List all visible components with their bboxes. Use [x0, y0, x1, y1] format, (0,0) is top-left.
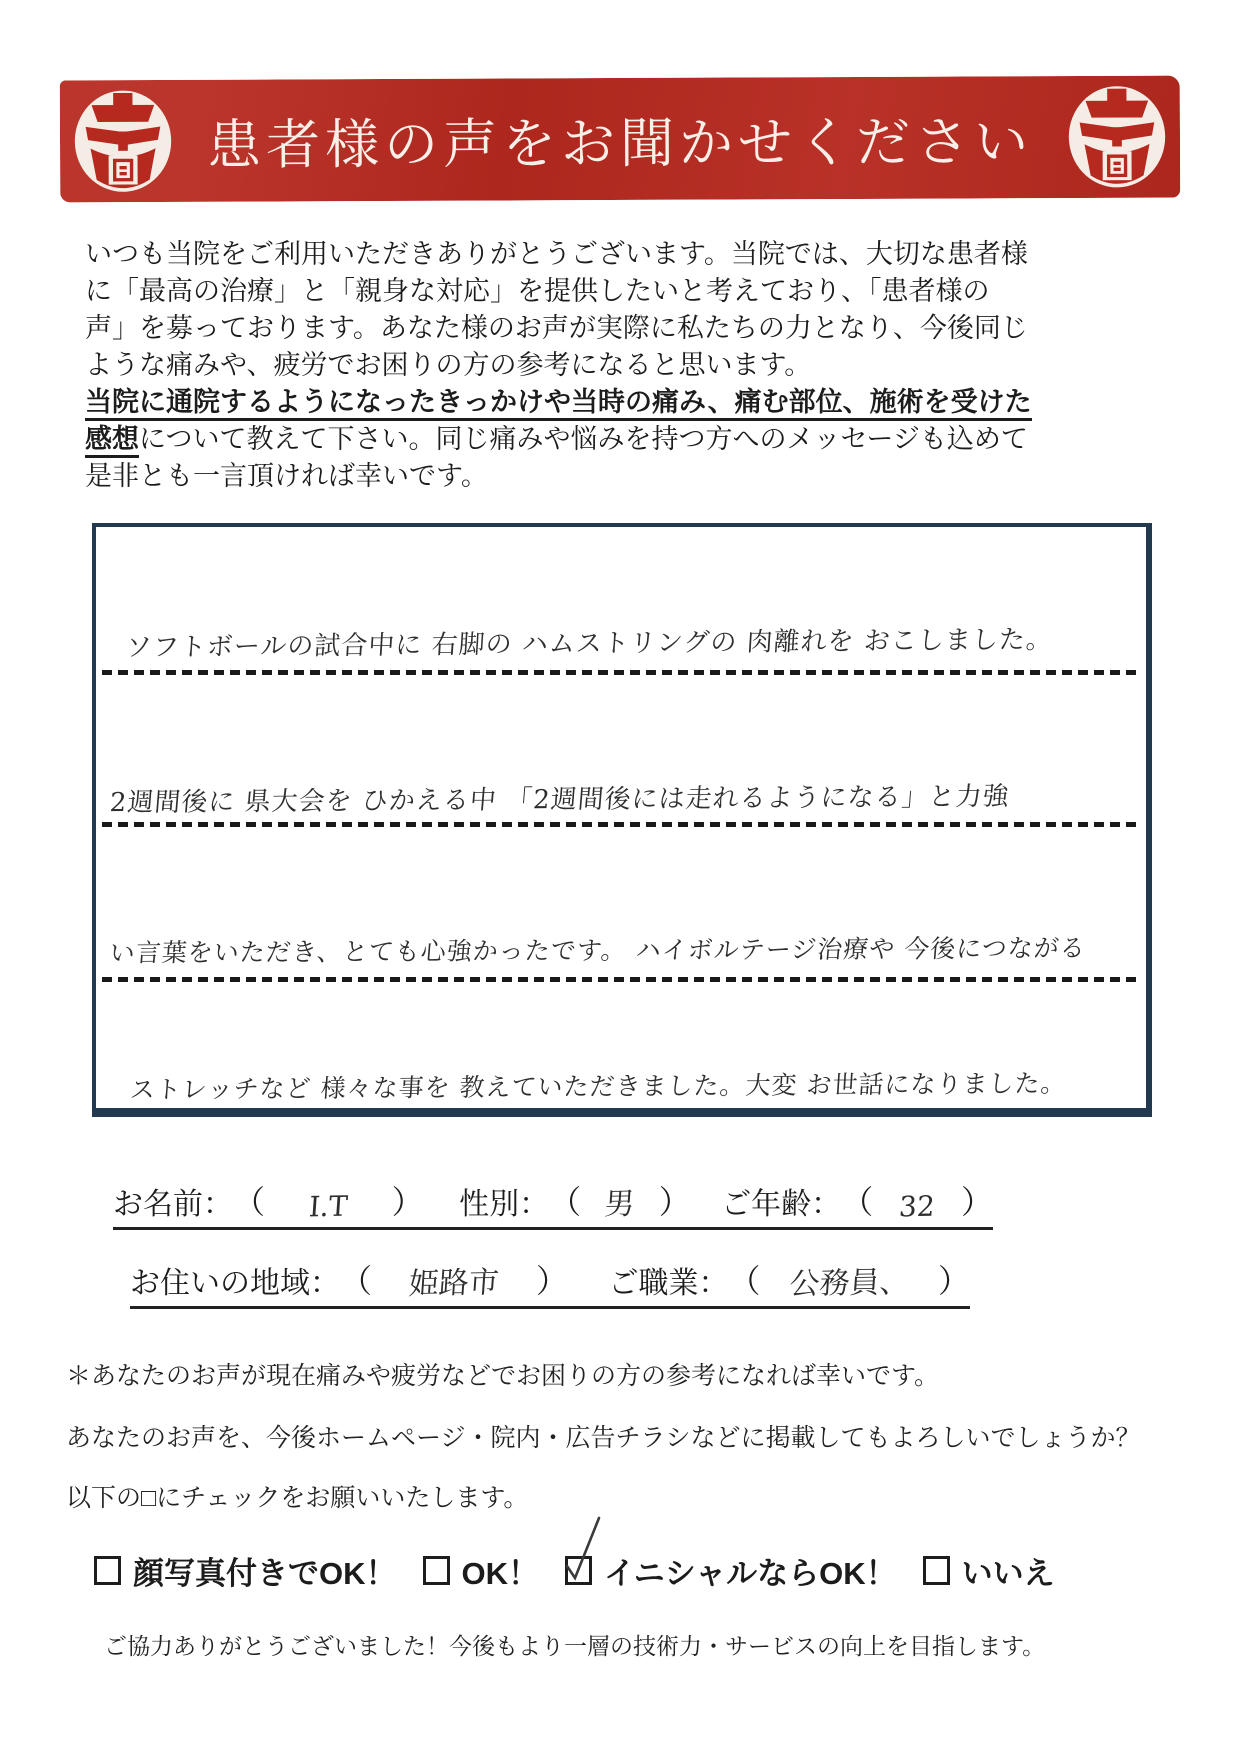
intro-line: に「最高の治療」と「親身な対応」を提供したいと考えており、「患者様の — [85, 276, 990, 306]
emphasized-text: 当院に通院するようになったきっかけや当時の痛み、痛む部位、施術を受けた — [85, 387, 1032, 421]
feedback-writing-area[interactable] — [92, 523, 1152, 1117]
intro-text: について教えて下さい。同じ痛みや悩みを持つ方へのメッセージも込めて — [139, 424, 1028, 454]
intro-line: 是非とも一言頂ければ幸いです。 — [85, 461, 488, 491]
name-value[interactable]: I.T — [307, 1189, 349, 1224]
checkbox-label: いいえ — [961, 1556, 1055, 1591]
checkbox-label: OK！ — [461, 1556, 539, 1591]
handwritten-line-1: ソフトボールの試合中に 右脚の ハムストリングの 肉離れを おこしました。 — [124, 624, 1054, 664]
close-paren: ） — [535, 1263, 568, 1299]
open-paren: （ — [340, 1263, 373, 1299]
consent-option-initials-ok[interactable] — [565, 1548, 897, 1593]
checkbox[interactable] — [94, 1556, 121, 1585]
gender-value[interactable]: 男 — [603, 1186, 636, 1223]
area-label: お住いの地域： — [130, 1267, 340, 1300]
checkbox-label: イニシャルならOK！ — [604, 1556, 897, 1591]
name-label: お名前： — [113, 1188, 233, 1221]
intro-line — [85, 421, 1165, 458]
thanks-message: ご協力ありがとうございました！今後もより一層の技術力・サービスの向上を目指します。 — [104, 1633, 1046, 1659]
consent-option-no[interactable] — [923, 1548, 1055, 1593]
handwritten-line-4: ストレッチなど 様々な事を 教えていただきました。大変 お世話になりました。 — [129, 1068, 1068, 1105]
open-paren: （ — [233, 1184, 266, 1220]
open-paren: （ — [728, 1263, 761, 1299]
close-paren: ） — [391, 1184, 424, 1220]
job-value[interactable]: 公務員、 — [787, 1264, 911, 1303]
residence-field-row — [130, 1256, 970, 1309]
age-value[interactable]: 32 — [898, 1189, 937, 1224]
identity-field-row — [113, 1178, 993, 1230]
consent-options-row — [94, 1548, 1055, 1593]
checkbox[interactable] — [923, 1556, 950, 1585]
handwritten-line-2: 2週間後に 県大会を ひかえる中 「2週間後には走れるようになる」と力強 — [108, 781, 1011, 819]
open-paren: （ — [549, 1184, 582, 1220]
face-mask-logo-left — [70, 88, 176, 194]
close-paren: ） — [960, 1184, 993, 1220]
consent-note-2: あなたのお声を、今後ホームページ・院内・広告チラシなどに掲載してもよろしいでしょうか？ — [66, 1424, 1141, 1452]
consent-note-1: ＊あなたのお声が現在痛みや疲労などでお困りの方の参考になれば幸いです。 — [66, 1362, 940, 1390]
area-value[interactable]: 姫路市 — [407, 1265, 500, 1302]
checkbox[interactable] — [423, 1556, 450, 1585]
open-paren: （ — [841, 1184, 874, 1220]
intro-line: いつも当院をご利用いただきありがとうございます。当院では、大切な患者様 — [85, 239, 1028, 269]
emphasized-text: 感想 — [85, 424, 139, 458]
title-banner — [60, 76, 1181, 203]
checkbox-label: 顔写真付きでOK！ — [133, 1556, 397, 1591]
consent-note-3: 以下の□にチェックをお願いいたします。 — [66, 1484, 529, 1512]
close-paren: ） — [938, 1263, 971, 1299]
intro-paragraph — [85, 236, 1165, 495]
handwritten-line-3: い言葉をいただき、とても心強かったです。 ハイボルテージ治療や 今後につながる — [108, 933, 1087, 968]
close-paren: ） — [658, 1184, 691, 1220]
gender-label: 性別： — [459, 1188, 550, 1221]
face-mask-logo-right — [1064, 84, 1170, 190]
age-label: ご年齢： — [721, 1188, 842, 1221]
consent-option-ok[interactable] — [423, 1548, 540, 1593]
intro-line: 声」を募っております。あなた様のお声が実際に私たちの力となり、今後同じ — [85, 313, 1028, 343]
ruled-dashed-line — [102, 977, 1140, 982]
checkbox-checked[interactable] — [565, 1556, 592, 1585]
ruled-dashed-line — [102, 822, 1140, 827]
consent-option-photo-ok[interactable] — [94, 1548, 397, 1593]
job-label: ご職業： — [608, 1267, 729, 1300]
ruled-dashed-line — [102, 670, 1140, 675]
intro-line: ような痛みや、疲労でお困りの方の参考になると思います。 — [85, 350, 812, 380]
intro-line-emphasized — [85, 384, 1165, 421]
page-title: 患者様の声をお聞かせください — [206, 111, 1034, 176]
